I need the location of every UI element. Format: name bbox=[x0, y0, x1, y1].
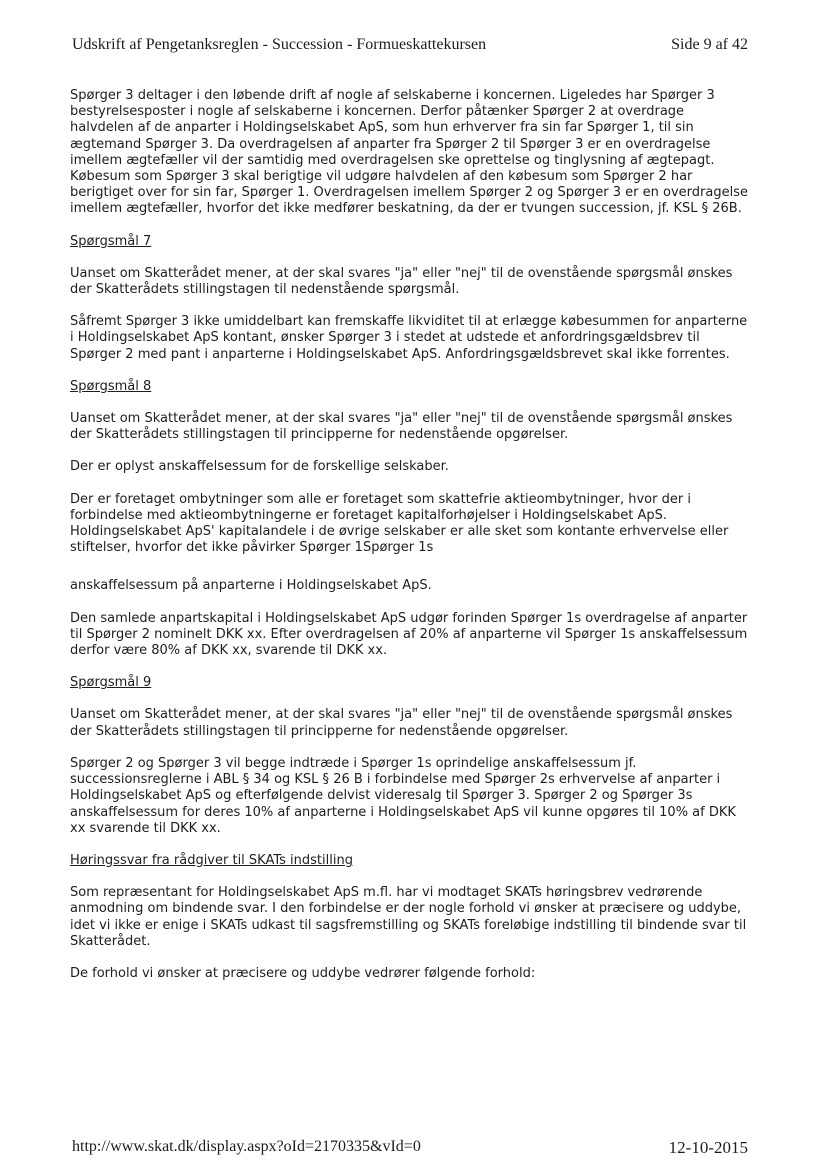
page-footer bbox=[72, 1138, 748, 1156]
paragraph: De forhold vi ønsker at præcisere og uddybe vedrører følgende forhold: bbox=[70, 965, 536, 981]
paragraph: Der er foretaget ombytninger som alle er foretaget som skattefrie aktieombytninger, hvor der i forbindelse med aktieombytningerne er foretaget kapitalforhøjelser i Holdingselskabet ApS. Holdingselskabet ApS' kapitalandele i de øvrige selskaber er alle sket som kontante erhvervelse eller stiftelser, hvorfor det ikke påvirker Spørger 1Spørger 1s bbox=[70, 491, 729, 556]
paragraph: Uanset om Skatterådet mener, at der skal svares "ja" eller "nej" til de ovenstående spørgsmål ønskes der Skatterådets stillingstagen til nedenstående spørgsmål. bbox=[70, 265, 733, 298]
section-heading-9: Spørgsmål 9 bbox=[70, 675, 152, 691]
paragraph: Der er oplyst anskaffelsessum for de forskellige selskaber. bbox=[70, 459, 449, 475]
source-url: http://www.skat.dk/display.aspx?oId=2170335&vId=0 bbox=[72, 1138, 421, 1155]
page-header bbox=[72, 36, 748, 54]
document-body bbox=[70, 88, 750, 998]
paragraph: Som repræsentant for Holdingselskabet ApS m.fl. har vi modtaget SKATs høringsbrev vedrørende anmodning om bindende svar. I den forbindelse er der nogle forhold vi ønsker at præcisere og uddybe, idet vi ikke er enige i SKATs udkast til sagsfremstilling og SKATs foreløbige indstilling til bindende svar til Skatterådet. bbox=[70, 885, 747, 949]
paragraph: Uanset om Skatterådet mener, at der skal svares "ja" eller "nej" til de ovenstående spørgsmål ønskes der Skatterådets stillingstagen til principperne for nedenstående opgørelser. bbox=[70, 707, 733, 739]
section-heading-hearing-response: Høringssvar fra rådgiver til SKATs indstilling bbox=[70, 852, 353, 868]
paragraph: Såfremt Spørger 3 ikke umiddelbart kan fremskaffe likviditet til at erlægge købesummen for anparterne i Holdingselskabet ApS kontant, ønsker Spørger 3 i stedet at udstede et anfordringsgældsbrev til Spørger 2 med pant i anparterne i Holdingselskabet ApS. Anfordringsgældsbrevet skal ikke forrentes. bbox=[70, 314, 748, 362]
paragraph: Uanset om Skatterådet mener, at der skal svares "ja" eller "nej" til de ovenstående spørgsmål ønskes der Skatterådets stillingstagen til principperne for nedenstående opgørelser. bbox=[70, 411, 733, 443]
document-title: Udskrift af Pengetanksreglen - Succession - Formueskattekursen bbox=[72, 36, 487, 53]
paragraph: Spørger 2 og Spørger 3 vil begge indtræde i Spørger 1s oprindelige anskaffelsessum jf. successionsreglerne i ABL § 34 og KSL § 26 B i forbindelse med Spørger 2s erhvervelse af anparter i Holdingselskabet ApS og efterfølgende delvist videresalg til Spørger 3. Spørger 2 og Spørger 3s anskaffelsessum for deres 10% af anparterne i Holdingselskabet ApS vil kunne opgøres til 10% af DKK xx svarende til DKK xx. bbox=[70, 755, 736, 836]
paragraph: Spørger 3 deltager i den løbende drift af nogle af selskaberne i koncernen. Ligeledes har Spørger 3 bestyrelsesposter i nogle af selskaberne i koncernen. Derfor påtænker Spørger 2 at overdrage halvdelen af de anparter i Holdingselskabet ApS, som hun erhverver fra sin far Spørger 1, til sin ægtemand Spørger 3. Da overdragelsen af anparter fra Spørger 2 til Spørger 3 er en overdragelse imellem ægtefæller vil der samtidig med overdragelsen ske oprettelse og tinglysning af ægtepagt. Købesum som Spørger 3 skal berigtige vil udgøre halvdelen af den købesum som Spørger 2 har berigtiget over for sin far, Spørger 1. Overdragelsen imellem Spørger 2 og Spørger 3 er en overdragelse imellem ægtefæller, hvorfor det ikke medfører beskatning, da der er tvungen succession, jf. KSL § 26B. bbox=[70, 88, 748, 217]
section-heading-7: Spørgsmål 7 bbox=[70, 233, 152, 249]
paragraph: anskaffelsessum på anparterne i Holdingselskabet ApS. bbox=[70, 578, 432, 594]
print-date: 12-10-2015 bbox=[668, 1138, 748, 1157]
page-indicator: Side 9 af 42 bbox=[671, 36, 748, 53]
section-heading-8: Spørgsmål 8 bbox=[70, 378, 152, 394]
paragraph: Den samlede anpartskapital i Holdingselskabet ApS udgør forinden Spørger 1s overdragelse af anparter til Spørger 2 nominelt DKK xx. Efter overdragelsen af 20% af anparterne vil Spørger 1s anskaffelsessum derfor være 80% af DKK xx, svarende til DKK xx. bbox=[70, 610, 748, 659]
